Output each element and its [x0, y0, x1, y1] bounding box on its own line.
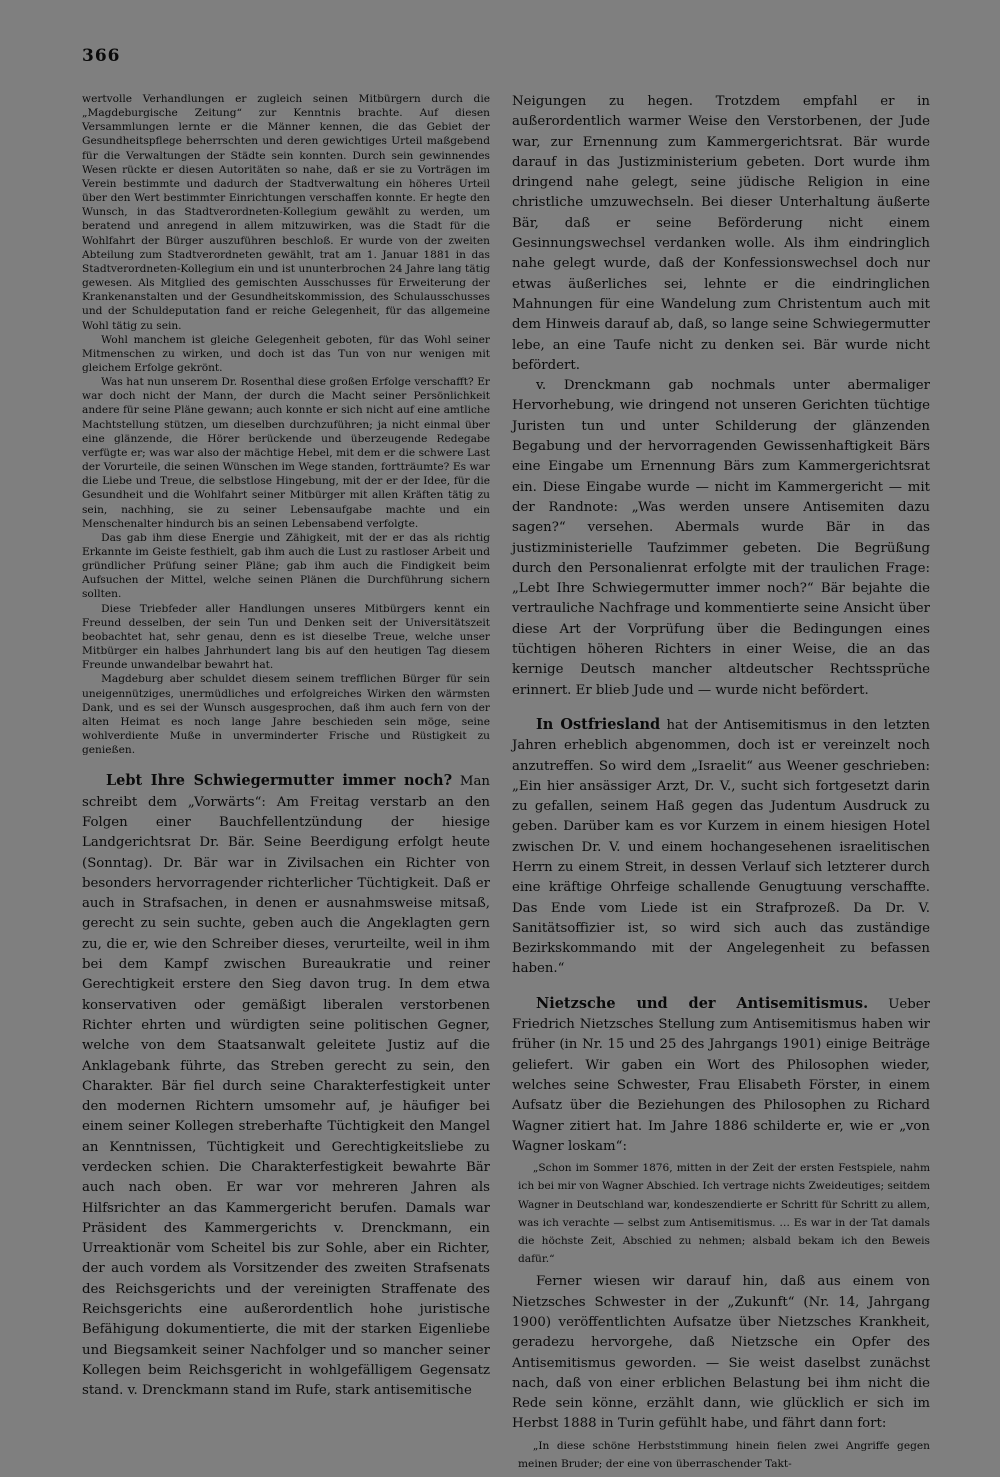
section-heading: Lebt Ihre Schwiegermutter immer noch? [105, 772, 453, 790]
left-paragraph-5: Diese Triebfeder aller Handlungen unseres Mitbürgers kennt ein Freund desselben, der sein Tun und Denken seit der Universitätszeit beobachtet hat, sehr genau, denn es ist dieselbe Treue, welche unser Mitbürger ein halbes Jahrhundert lang bis auf den heutigen Tag diesem Freunde unwandelbar bewahrt hat. [82, 602, 490, 672]
right-paragraph-3: hat der Antisemitismus in den letzten Jahren erheblich abgenommen, doch ist er vereinzelt noch anzutreffen. So wird dem „Israelit“ aus Weener geschrieben: „Ein hier ansässiger Arzt, Dr. V., sucht sich fortgesetzt darin zu gefallen, seinem Haß gegen das Judentum Ausdruck zu geben. Darüber kam es vor Kurzem in einem hiesigen Hotel zwischen Dr. V. und einem hochangesehenen israelitischen Herrn zu einem Streit, in dessen Verlauf sich letzterer durch eine kräftige Ohrfeige schallende Genugtuung verschaffte. Das Ende vom Liede ist ein Strafprozeß. Da Dr. V. Sanitätsoffizier ist, so wird sich auch das zuständige Bezirkskommando mit der Angelegenheit zu befassen haben.“ [512, 717, 930, 977]
right-paragraph-4: Ueber Friedrich Nietzsches Stellung zum Antisemitismus haben wir früher (in Nr. 15 und 25 des Jahrgangs 1901) einige Beiträge geliefert. Wir gaben ein Wort des Philosophen wieder, welches seine Schwester, Frau Elisabeth Förster, in einem Aufsatz über die Beziehungen des Philosophen zu Richard Wagner zitiert hat. Im Jahre 1886 schilderte er, wie er „von Wagner loskam“: [512, 996, 930, 1154]
heading-nietzsche: Nietzsche und der Antisemitismus. [535, 994, 869, 1012]
right-column [512, 92, 930, 1477]
left-column [82, 92, 490, 1402]
article-ostfriesland [512, 715, 930, 980]
left-paragraph-7: Man schreibt dem „Vorwärts“: Am Freitag verstarb an den Folgen einer Bauchfellentzündung der hiesige Landgerichtsrat Dr. Bär. Seine Beerdigung erfolgt heute (Sonntag). Dr. Bär war in Zivilsachen ein Richter von besonders hervorragender richterlicher Tüchtigkeit. Daß er auch in Strafsachen, in denen er ausnahmsweise mitsaß, gerecht zu sein suchte, geben auch die Angeklagten gern zu, die er, wie den Schreiber dieses, verurteilte, weil in ihm bei dem Kampf zwischen Bureaukratie und reiner Gerechtigkeit erstere den Sieg davon trug. In dem etwa konservativen oder gemäßigt liberalen verstorbenen Richter ehrten und würdigten seine politischen Gegner, welche von dem Staatsanwalt geleitete Justiz auf die Anklagebank führte, das Streben gerecht zu sein, den Charakter. Bär fiel durch seine Charakterfestigkeit unter den modernen Richtern umsomehr auf, je häufiger bei einem seiner Kollegen streberhafte Tüchtigkeit den Mangel an Kenntnissen, Tüchtigkeit und Gerechtigkeitsliebe zu verdecken schien. Die Charakterfestigkeit bewahrte Bär auch nach oben. Er war vor mehreren Jahren als Hilfsrichter an das Kammergericht berufen. Damals war Präsident des Kammergerichts v. Drenckmann, ein Urreaktionär vom Scheitel bis zur Sohle, aber ein Richter, der auch vordem als Vorsitzender des zweiten Strafsenats des Reichsgerichts und der vereinigten Straffenate des Reichsgerichts eine außerordentlich hohe juristische Befähigung dokumentierte, die mit der starken Eigenliebe und Biegsamkeit seiner Nachfolger und so mancher seiner Kollegen beim Reichsgericht in wohlgefälligem Gegensatz stand. v. Drenckmann stand im Rufe, stark antisemitische [82, 774, 490, 1399]
article-bar [82, 771, 490, 1401]
right-paragraph-5: Ferner wiesen wir darauf hin, daß aus einem von Nietzsches Schwester in der „Zukunft“ (Nr. 14, Jahrgang 1900) veröffentlichten Aufsatze über Nietzsches Krankheit, geradezu hervorgehe, daß Nietzsche ein Opfer des Antisemitismus geworden. — Sie weist daselbst zunächst nach, daß von einer erblichen Belastung bei ihm nicht die Rede sein könne, erzählt dann, wie glücklich er sich im Herbst 1888 in Turin gefühlt habe, und fährt dann fort: [512, 1274, 930, 1432]
left-paragraph-6: Magdeburg aber schuldet diesem seinem trefflichen Bürger für sein uneigennütziges, unermüdliches und erfolgreiches Wirken den wärmsten Dank, und es sei der Wunsch ausgesprochen, daß ihm auch fern von der alten Heimat es noch lange Jahre beschieden sein möge, seine wohlverdiente Muße in unverminderter Frische und Rüstigkeit zu genießen. [82, 673, 490, 757]
left-paragraph-4: Das gab ihm diese Energie und Zähigkeit, mit der er das als richtig Erkannte im Geiste festhielt, gab ihm auch die Lust zu rastloser Arbeit und gründlicher Prüfung seiner Pläne; gab ihm auch die Findigkeit beim Aufsuchen der Mittel, welche seinen Plänen die Durchführung sichern sollten. [82, 531, 490, 601]
nietzsche-quote-1: „Schon im Sommer 1876, mitten in der Zeit der ersten Festspiele, nahm ich bei mir von Wagner Abschied. Ich vertrage nichts Zweideutiges; seitdem Wagner in Deutschland war, kondeszendierte er Schritt für Schritt zu allem, was ich verachte — selbst zum Antisemitismus. … Es war in der Tat damals die höchste Zeit, Abschied zu nehmen; alsbald bekam ich den Beweis dafür.“ [518, 1162, 930, 1266]
article-nietzsche [512, 994, 930, 1157]
left-paragraph-1: wertvolle Verhandlungen er zugleich seinen Mitbürgern durch die „Magdeburgische Zeitung“ zur Kenntnis brachte. Auf diesen Versammlungen lernte er die Männer kennen, die das Gebiet der Gesundheitspflege beherrschten und deren gewichtiges Urteil maßgebend für die Verwaltungen der Städte sein konnten. Durch sein gewinnendes Wesen rückte er diesen Autoritäten so nahe, daß er sie zu Vorträgen im Verein bestimmte und dadurch der Stadtverwaltung ein höheres Urteil über den Wert bestimmter Einrichtungen verschaffen konnte. Er hegte den Wunsch, in das Stadtverordneten-Kollegium gewählt zu werden, um beratend und anregend in allem mitzuwirken, was die Stadt für die Wohlfahrt der Bürger auszuführen beschloß. Er wurde von der zweiten Abteilung zum Stadtverordneten gewählt, trat am 1. Januar 1881 in das Stadtverordneten-Kollegium ein und ist ununterbrochen 24 Jahre lang tätig gewesen. Als Mitglied des gemischten Ausschusses für Erweiterung der Krankenanstalten und der Gesundheitskommission, des Schulausschusses und der Schuldeputation fand er reiche Gelegenheit, für das allgemeine Wohl tätig zu sein. [82, 93, 490, 332]
right-paragraph-2: v. Drenckmann gab nochmals unter abermaliger Hervorhebung, wie dringend not unseren Gerichten tüchtige Juristen tun und unter Schilderung der glänzenden Begabung und der hervorragenden Gewissenhaftigkeit Bärs eine Eingabe um Ernennung Bärs zum Kammergerichtsrat ein. Diese Eingabe wurde — nicht im Kammergericht — mit der Randnote: „Was werden unsere Antisemiten dazu sagen?“ versehen. Abermals wurde Bär in das justizministerielle Taufzimmer gebeten. Die Begrüßung durch den Personalienrat erfolgte mit der traulichen Frage: „Lebt Ihre Schwiegermutter immer noch?“ Bär bejahte die vertrauliche Nachfrage und kommentierte seine Ansicht über diese Art der Vorprüfung über die Bedingungen eines tüchtigen höheren Richters in einer Weise, die an das kernige Deutsch mancher altdeutscher Rechtssprüche erinnert. Er blieb Jude und — wurde nicht befördert. [512, 378, 930, 698]
left-paragraph-3: Was hat nun unserem Dr. Rosenthal diese großen Erfolge verschafft? Er war doch nicht der Mann, der durch die Macht seiner Persönlichkeit andere für seine Pläne gewann; auch konnte er sich nicht auf eine amtliche Machtstellung stützen, um dieselben durchzuführen; ja nicht einmal über eine glänzende, die Hörer berückende und überzeugende Redegabe verfügte er; was war also der mächtige Hebel, mit dem er die schwere Last der Vorurteile, die seinen Wünschen im Wege standen, fortträumte? Es war die Liebe und Treue, die selbstlose Hingebung, mit der er der Idee, für die Gesundheit und die Wohlfahrt seiner Mitbürger mit allen Kräften tätig zu sein, nachhing, sie zu seiner Lebensaufgabe machte und ein Menschenalter hindurch bis an seinen Lebensabend verfolgte. [82, 376, 490, 530]
heading-ostfriesland: In Ostfriesland [535, 715, 661, 733]
nietzsche-quote-2: „In diese schöne Herbststimmung hinein fielen zwei Angriffe gegen meinen Bruder; der eine von überraschender Takt- [518, 1439, 930, 1470]
page-number: 366 [82, 46, 121, 66]
left-paragraph-2: Wohl manchem ist gleiche Gelegenheit geboten, für das Wohl seiner Mitmenschen zu wirken, und doch ist das Tun von nur wenigen mit gleichem Erfolge gekrönt. [82, 333, 490, 374]
right-paragraph-1: Neigungen zu hegen. Trotzdem empfahl er in außerordentlich warmer Weise den Verstorbenen, der Jude war, zur Ernennung zum Kammergerichtsrat. Bär wurde darauf in das Justizministerium gebeten. Dort wurde ihm dringend nahe gelegt, seine jüdische Religion in eine christliche umzuwechseln. Bei dieser Unterhaltung äußerte Bär, daß er seine Beförderung nicht einem Gesinnungswechsel verdanken wolle. Als ihm eindringlich nahe gelegt wurde, daß der Konfessionswechsel doch nur etwas äußerliches sei, lehnte er die eindringlichen Mahnungen für eine Wandelung zum Christentum auch mit dem Hinweis darauf ab, daß, so lange seine Schwiegermutter lebe, an eine Taufe nicht zu denken sei. Bär wurde nicht befördert. [512, 94, 930, 373]
